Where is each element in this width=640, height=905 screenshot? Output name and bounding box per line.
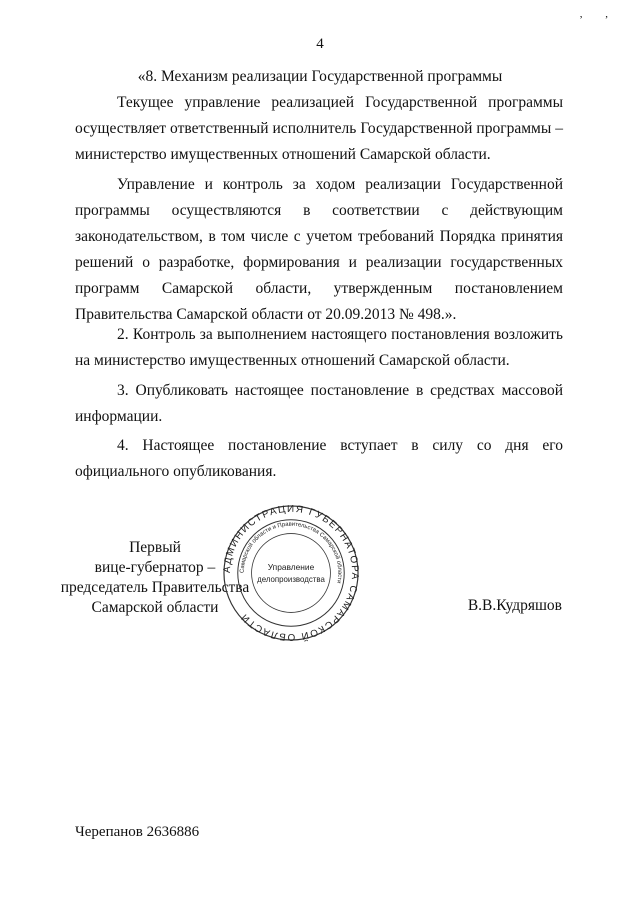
document-author: Черепанов 2636886 [75,824,200,840]
paragraph-item-2: 2. Контроль за выполнением настоящего постановления возложить на министерство имущественных отношений Самарской области. [75,326,563,369]
corner-marks: , , [579,8,618,20]
stamp-inner-text: Самарской области и Правительства Самарской области [239,521,343,584]
section-heading: «8. Механизм реализации Государственной программы [137,68,503,85]
page-number: 4 [316,36,324,52]
paragraph-current-management: Текущее управление реализацией Государственной программы осуществляет ответственный исполнитель Государственной программы – министерство имущественных отношений Самарской области. [75,94,563,163]
signatory-name: В.В.Кудряшов [467,597,562,614]
stamp-center-line: делопроизводства [257,574,325,584]
paragraph-item-3: 3. Опубликовать настоящее постановление в средствах массовой информации. [75,382,563,425]
paragraph-item-4: 4. Настоящее постановление вступает в силу со дня его официального опубликования. [75,437,563,480]
paragraph-control: Управление и контроль за ходом реализации Государственной программы осуществляются в соответствии с действующим законодательством, в том числе с учетом требований Порядка принятия решений о разработке, формирования и реализации государственных программ Самарской области, утвержденным постановлением Правительства Самарской области от 20.09.2013 № 498.». [75,176,563,323]
signatory-title-line: Самарской области [91,599,219,616]
official-stamp [222,504,360,642]
signatory-title-line: Первый [129,539,181,556]
signatory-title-line: вице-губернатор – [94,559,216,576]
signatory-title-line: председатель Правительства [60,579,250,596]
stamp-outer-text: АДМИНИСТРАЦИЯ ГУБЕРНАТОРА САМАРСКОЙ ОБЛАСТИ [222,504,360,642]
stamp-center-line: Управление [267,562,315,573]
